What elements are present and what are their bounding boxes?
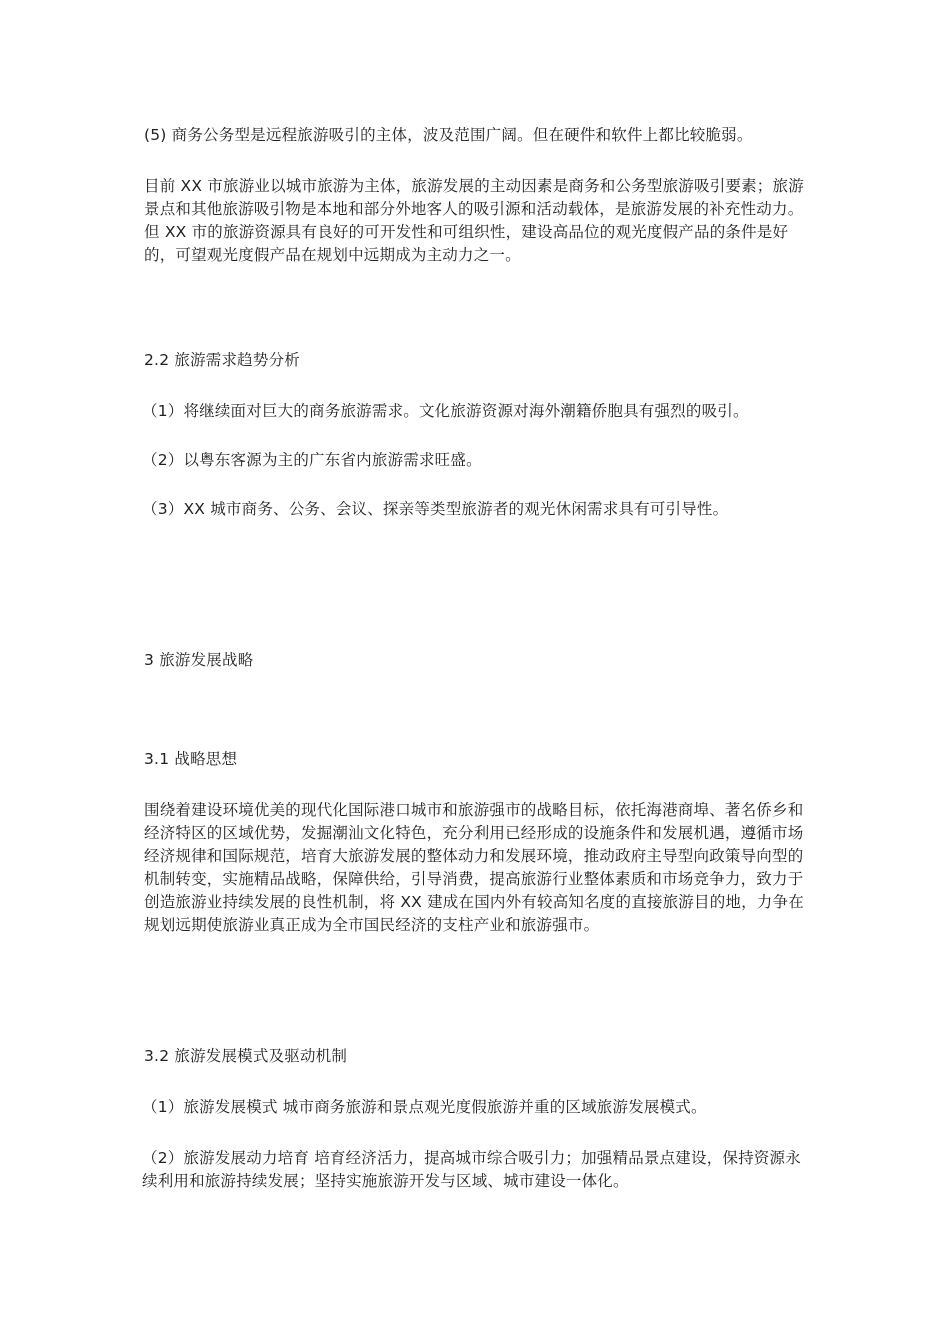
- list-item-2-2-3: （3）XX 城市商务、公务、会议、探亲等类型旅游者的观光休闲需求具有可引导性。: [142, 500, 729, 518]
- list-item-3-2-2: （2）旅游发展动力培育 培育经济活力，提高城市综合吸引力；加强精品景点建设，保持资源永续利用和旅游持续发展；坚持实施旅游开发与区域、城市建设一体化。: [142, 1149, 801, 1190]
- list-item-3-2-1: （1）旅游发展模式 城市商务旅游和景点观光度假旅游并重的区域旅游发展模式。: [142, 1098, 707, 1116]
- list-item-2-2-1: （1）将继续面对巨大的商务旅游需求。文化旅游资源对海外潮籍侨胞具有强烈的吸引。: [142, 402, 749, 420]
- section-heading-2-2: 2.2 旅游需求趋势分析: [144, 351, 300, 369]
- section-heading-3-2: 3.2 旅游发展模式及驱动机制: [144, 1047, 348, 1065]
- paragraph-strategy: 围绕着建设环境优美的现代化国际港口城市和旅游强市的战略目标，依托海港商埠、著名侨乡和经济特区的区域优势，发掘潮汕文化特色，充分利用已经形成的设施条件和发展机遇，遵循市场经济规律和国际规范，培育大旅游发展的整体动力和发展环境，推动政府主导型向政策导向型的机制转变，实施精品战略，保障供给，引导消费，提高旅游行业整体素质和市场竞争力，致力于创造旅游业持续发展的良性机制，将 XX 建成在国内外有较高知名度的直接旅游目的地，力争在规划远期使旅游业真正成为全市国民经济的支柱产业和旅游强市。: [144, 801, 804, 934]
- paragraph-business-type: (5) 商务公务型是远程旅游吸引的主体，波及范围广阔。但在硬件和软件上都比较脆弱。: [144, 126, 753, 144]
- paragraph-current-status: 目前 XX 市旅游业以城市旅游为主体，旅游发展的主动因素是商务和公务型旅游吸引要素；旅游景点和其他旅游吸引物是本地和部分外地客人的吸引源和活动载体，是旅游发展的补充性动力。但 XX 市的旅游资源具有良好的可开发性和可组织性，建设高品位的观光度假产品的条件是好的，可望观光度假产品在规划中远期成为主动力之一。: [144, 177, 804, 264]
- section-heading-3: 3 旅游发展战略: [144, 651, 254, 669]
- list-item-2-2-2: （2）以粤东客源为主的广东省内旅游需求旺盛。: [142, 451, 482, 469]
- section-heading-3-1: 3.1 战略思想: [144, 750, 238, 768]
